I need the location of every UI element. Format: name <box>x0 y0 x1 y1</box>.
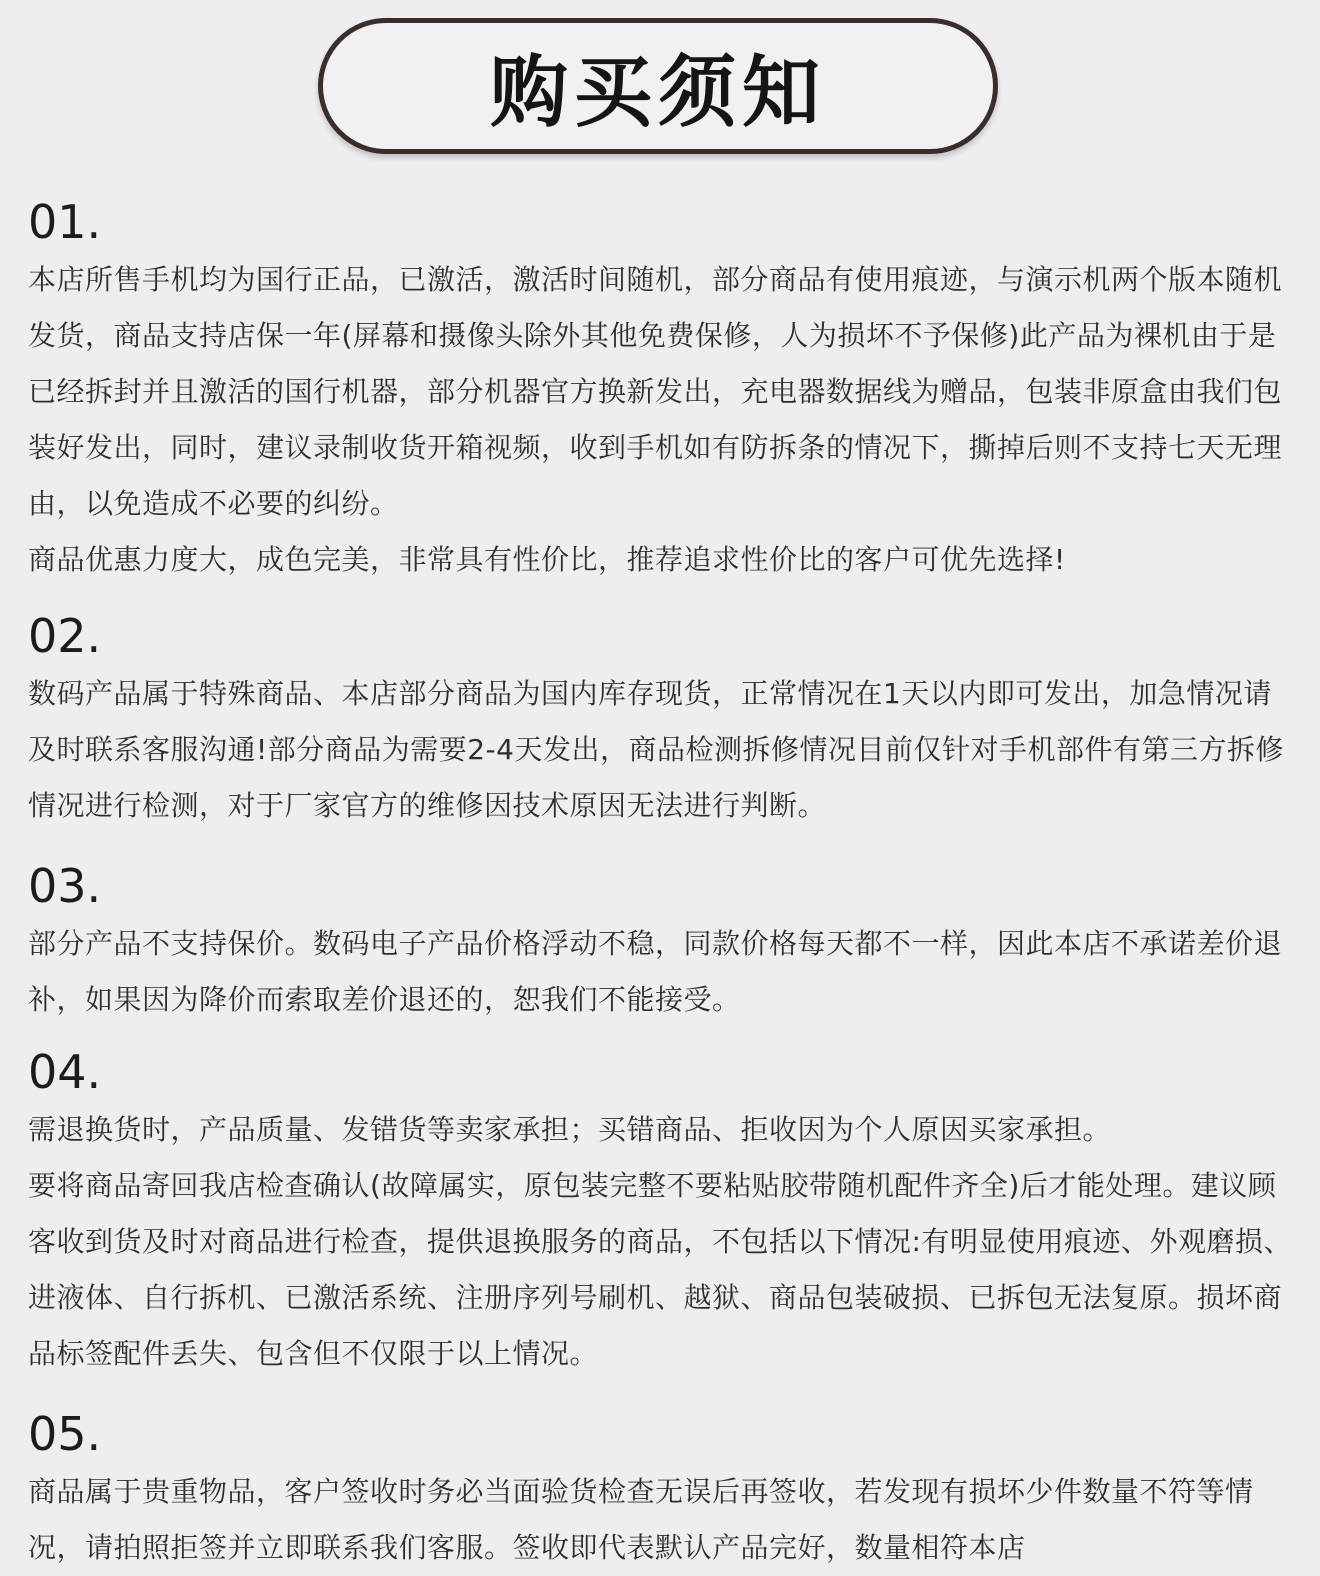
section-number: 04. <box>28 1045 102 1099</box>
notice-content <box>28 192 1298 1576</box>
section-paragraph: 部分产品不支持保价。数码电子产品价格浮动不稳，同款价格每天都不一样，因此本店不承诺差价退补，如果因为降价而索取差价退还的，恕我们不能接受。 <box>28 927 1283 1016</box>
section-paragraph: 商品属于贵重物品，客户签收时务必当面验货检查无误后再签收，若发现有损坏少件数量不符等情况，请拍照拒签并立即联系我们客服。签收即代表默认产品完好，数量相符本店 <box>28 1475 1254 1564</box>
title-banner <box>318 18 998 154</box>
section-number: 02. <box>28 609 102 663</box>
notice-section-02 <box>28 606 1298 834</box>
section-paragraph: 要将商品寄回我店检查确认(故障属实，原包装完整不要粘贴胶带随机配件齐全)后才能处理。建议顾客收到货及时对商品进行检查，提供退换服务的商品，不包括以下情况:有明显使用痕迹、外观磨损、进液体、自行拆机、已激活系统、注册序列号刷机、越狱、商品包装破损、已拆包无法复原。损坏商品标签配件丢失、包含但不仅限于以上情况。 <box>28 1169 1292 1370</box>
page-title: 购买须知 <box>489 48 826 138</box>
section-number: 01. <box>28 195 102 249</box>
section-paragraph: 本店所售手机均为国行正品，已激活，激活时间随机，部分商品有使用痕迹，与演示机两个版本随机发货，商品支持店保一年(屏幕和摄像头除外其他免费保修，人为损坏不予保修)此产品为裸机由于是已经拆封并且激活的国行机器，部分机器官方换新发出，充电器数据线为赠品，包装非原盒由我们包装好发出，同时，建议录制收货开箱视频，收到手机如有防拆条的情况下，撕掉后则不支持七天无理由，以免造成不必要的纠纷。 <box>28 263 1283 520</box>
notice-section-05 <box>28 1404 1298 1576</box>
section-number: 03. <box>28 859 102 913</box>
notice-section-04 <box>28 1042 1298 1382</box>
section-paragraph: 需退换货时，产品质量、发错货等卖家承担；买错商品、拒收因为个人原因买家承担。 <box>28 1113 1112 1146</box>
notice-section-03 <box>28 856 1298 1028</box>
section-number: 05. <box>28 1407 102 1461</box>
section-paragraph: 数码产品属于特殊商品、本店部分商品为国内库存现货，正常情况在1天以内即可发出，加急情况请及时联系客服沟通!部分商品为需要2-4天发出，商品检测拆修情况目前仅针对手机部件有第三方拆修情况进行检测，对于厂家官方的维修因技术原因无法进行判断。 <box>28 677 1284 822</box>
section-paragraph: 商品优惠力度大，成色完美，非常具有性价比，推荐追求性价比的客户可优先选择! <box>28 543 1066 576</box>
notice-section-01 <box>28 192 1298 588</box>
